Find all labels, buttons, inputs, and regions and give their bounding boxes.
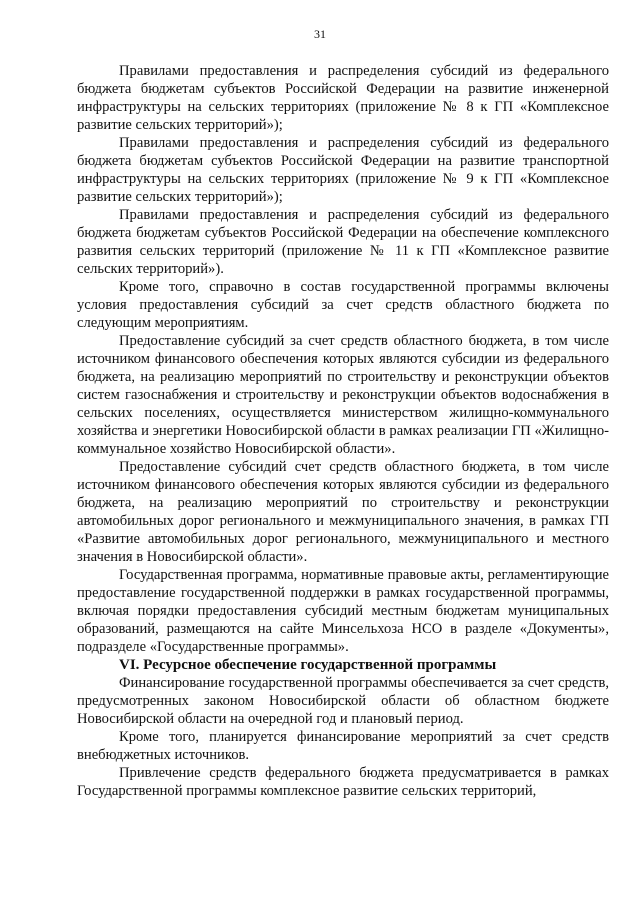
paragraph: Предоставление субсидий счет средств областного бюджета, в том числе источником финансового обеспечения которых являются субсидии из федерального бюджета, на реализацию мероприятий по строительству и реконструкции автомобильных дорог регионального и межмуниципального значения, в рамках ГП «Развитие автомобильных дорог регионального, межмуниципального и местного значения в Новосибирской области». (77, 459, 609, 565)
page-number: 31 (314, 27, 326, 41)
paragraph: Финансирование государственной программы обеспечивается за счет средств, предусмотренных законом Новосибирской области об областном бюджете Новосибирской области на очередной год и плановый период. (77, 675, 609, 727)
paragraph: Правилами предоставления и распределения субсидий из федерального бюджета бюджетам субъектов Российской Федерации на развитие транспортной инфраструктуры на сельских территориях (приложение № 9 к ГП «Комплексное развитие сельских территорий»); (77, 135, 609, 205)
paragraph: Правилами предоставления и распределения субсидий из федерального бюджета бюджетам субъектов Российской Федерации на обеспечение комплексного развития сельских территорий (приложение № 11 к ГП «Комплексное развитие сельских территорий»). (77, 207, 609, 277)
document-body (77, 62, 609, 800)
paragraph: Привлечение средств федерального бюджета предусматривается в рамках Государственной программы комплексное развитие сельских территорий, (77, 765, 609, 799)
paragraph: Предоставление субсидий за счет средств областного бюджета, в том числе источником финансового обеспечения которых являются субсидии из федерального бюджета, на реализацию мероприятий по строительству и реконструкции объектов систем газоснабжения и строительству и реконструкции объектов водоснабжения в сельских поселениях, осуществляется министерством жилищно-коммунального хозяйства и энергетики Новосибирской области в рамках реализации ГП «Жилищно-коммунальное хозяйство Новосибирской области». (77, 333, 609, 457)
paragraph: Правилами предоставления и распределения субсидий из федерального бюджета бюджетам субъектов Российской Федерации на развитие инженерной инфраструктуры на сельских территориях (приложение № 8 к ГП «Комплексное развитие сельских территорий»); (77, 63, 609, 133)
section-heading: VI. Ресурсное обеспечение государственной программы (119, 657, 497, 673)
paragraph: Государственная программа, нормативные правовые акты, регламентирующие предоставление государственной поддержки в рамках государственной программы, включая порядки предоставления субсидий местным бюджетам муниципальных образований, размещаются на сайте Минсельхоза НСО в разделе «Документы», подразделе «Государственные программы». (77, 567, 609, 655)
paragraph: Кроме того, справочно в состав государственной программы включены условия предоставления субсидий за счет средств областного бюджета по следующим мероприятиям. (77, 279, 609, 331)
paragraph: Кроме того, планируется финансирование мероприятий за счет средств внебюджетных источников. (77, 729, 609, 763)
